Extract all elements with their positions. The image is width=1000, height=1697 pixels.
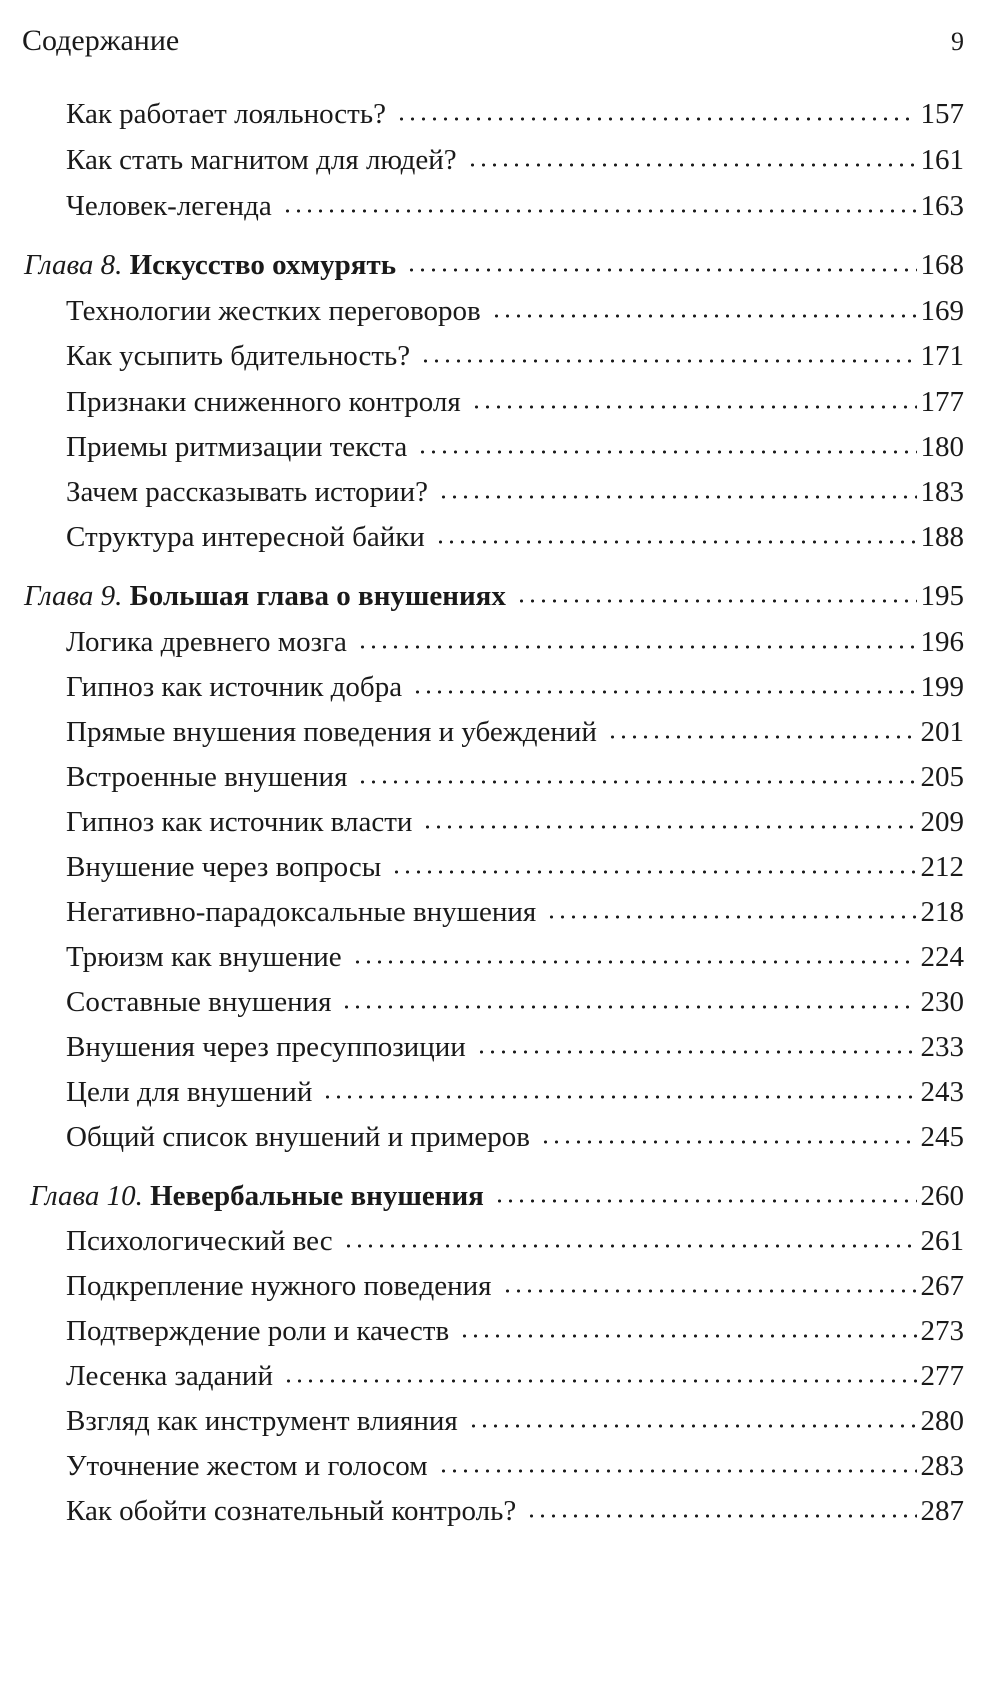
dot-leader [422,824,916,830]
page-ref: 188 [920,521,964,553]
dot-leader [420,358,916,364]
dot-leader [526,1513,916,1519]
dot-leader [471,404,917,410]
section-title: Гипноз как источник власти [66,806,413,838]
dot-leader [607,734,917,740]
toc-chapter-row [30,1180,964,1213]
toc-section-row [66,671,964,704]
header-title: Содержание [22,24,180,57]
dot-leader [438,494,916,500]
dot-leader [435,539,917,545]
toc-section-row [66,1225,964,1258]
page-ref: 161 [920,144,964,176]
page-ref: 196 [920,626,964,658]
page-ref: 245 [920,1121,964,1153]
toc-section-row [66,1270,964,1303]
section-title: Трюизм как внушение [66,941,342,973]
toc-section-row [66,626,964,659]
dot-leader [476,1049,917,1055]
toc-section-row [66,1121,964,1154]
section-title: Негативно-парадоксальные внушения [66,896,537,928]
dot-leader [282,208,917,214]
section-title: Прямые внушения поведения и убеждений [66,716,597,748]
chapter-heading [24,580,506,613]
toc-section-row [66,98,964,131]
section-title: Внушение через вопросы [66,851,382,883]
section-title: Подкрепление нужного поведения [66,1270,492,1302]
page-ref: 283 [920,1450,964,1482]
section-title: Лесенка заданий [66,1360,273,1392]
section-title: Общий список внушений и примеров [66,1121,530,1153]
chapter-number: Глава 9. [24,580,123,612]
page-ref: 243 [920,1076,964,1108]
dot-leader [322,1094,916,1100]
section-title: Цели для внушений [66,1076,313,1108]
page-ref: 224 [920,941,964,973]
toc-section-row [66,851,964,884]
toc-section-row [66,1360,964,1393]
section-title: Как работает лояльность? [66,98,386,130]
section-title: Приемы ритмизации текста [66,431,408,463]
section-title: Признаки сниженного контроля [66,386,461,418]
toc-section-row [66,1405,964,1438]
page-ref: 169 [920,295,964,327]
page-ref: 180 [920,431,964,463]
page-ref: 171 [920,340,964,372]
page-ref: 168 [920,249,964,281]
page-ref: 261 [920,1225,964,1257]
toc-section-row [66,295,964,328]
toc-section-row [66,190,964,223]
toc-section-row [66,941,964,974]
dot-leader [352,959,917,965]
toc-section-row [66,144,964,177]
dot-leader [459,1333,916,1339]
dot-leader [412,689,916,695]
toc-section-row [66,986,964,1019]
toc-section-row [66,1315,964,1348]
section-title: Логика древнего мозга [66,626,347,658]
toc-section-row [66,716,964,749]
dot-leader [357,779,916,785]
dot-leader [468,1423,917,1429]
toc-section-row [66,340,964,373]
header-page-number: 9 [951,27,964,56]
dot-leader [494,1198,917,1204]
page-ref: 209 [920,806,964,838]
page-ref: 163 [920,190,964,222]
page-ref: 267 [920,1270,964,1302]
section-title: Составные внушения [66,986,332,1018]
page-ref: 199 [920,671,964,703]
page-ref: 212 [920,851,964,883]
toc-chapter-row [24,249,964,282]
section-title: Гипноз как источник добра [66,671,403,703]
section-title: Структура интересной байки [66,521,425,553]
section-title: Как стать магнитом для людей? [66,144,457,176]
chapter-heading [24,249,396,282]
dot-leader [438,1468,917,1474]
page-ref: 280 [920,1405,964,1437]
page-ref: 233 [920,1031,964,1063]
running-header [22,24,964,58]
chapter-title: Большая глава о внушениях [129,580,506,612]
section-title: Подтверждение роли и качеств [66,1315,450,1347]
toc-chapter-row [24,580,964,613]
page-ref: 273 [920,1315,964,1347]
section-title: Зачем рассказывать истории? [66,476,429,508]
page-ref: 287 [920,1495,964,1527]
page-ref: 230 [920,986,964,1018]
toc-section-row [66,1031,964,1064]
page-ref: 260 [920,1180,964,1212]
page-ref: 277 [920,1360,964,1392]
section-title: Внушения через пресуппозиции [66,1031,466,1063]
dot-leader [540,1139,917,1145]
dot-leader [343,1243,917,1249]
dot-leader [417,449,916,455]
section-title: Как усыпить бдительность? [66,340,411,372]
dot-leader [516,598,917,604]
page-ref: 205 [920,761,964,793]
page-ref: 218 [920,896,964,928]
section-title: Как обойти сознательный контроль? [66,1495,517,1527]
section-title: Встроенные внушения [66,761,348,793]
chapter-title: Искусство охмурять [129,249,397,281]
page-ref: 177 [920,386,964,418]
toc-section-row [66,1076,964,1109]
dot-leader [502,1288,917,1294]
dot-leader [406,267,916,273]
dot-leader [546,914,916,920]
toc-section-row [66,806,964,839]
toc-section-row [66,476,964,509]
dot-leader [357,644,917,650]
toc-section-row [66,896,964,929]
toc-section-row [66,1450,964,1483]
dot-leader [283,1378,917,1384]
page-ref: 201 [920,716,964,748]
toc-section-row [66,386,964,419]
section-title: Уточнение жестом и голосом [66,1450,428,1482]
toc-section-row [66,1495,964,1528]
dot-leader [341,1004,916,1010]
page-ref: 157 [920,98,964,130]
dot-leader [391,869,916,875]
section-title: Человек-легенда [66,190,272,222]
section-title: Взгляд как инструмент влияния [66,1405,458,1437]
dot-leader [396,116,917,122]
page-ref: 195 [920,580,964,612]
dot-leader [491,313,917,319]
chapter-title: Невербальные внушения [150,1180,484,1212]
page-ref: 183 [920,476,964,508]
section-title: Психологический вес [66,1225,333,1257]
chapter-number: Глава 10. [30,1180,143,1212]
toc-section-row [66,431,964,464]
toc-section-row [66,521,964,554]
dot-leader [467,162,917,168]
section-title: Технологии жестких переговоров [66,295,481,327]
chapter-number: Глава 8. [24,249,123,281]
chapter-heading [30,1180,484,1213]
toc-section-row [66,761,964,794]
